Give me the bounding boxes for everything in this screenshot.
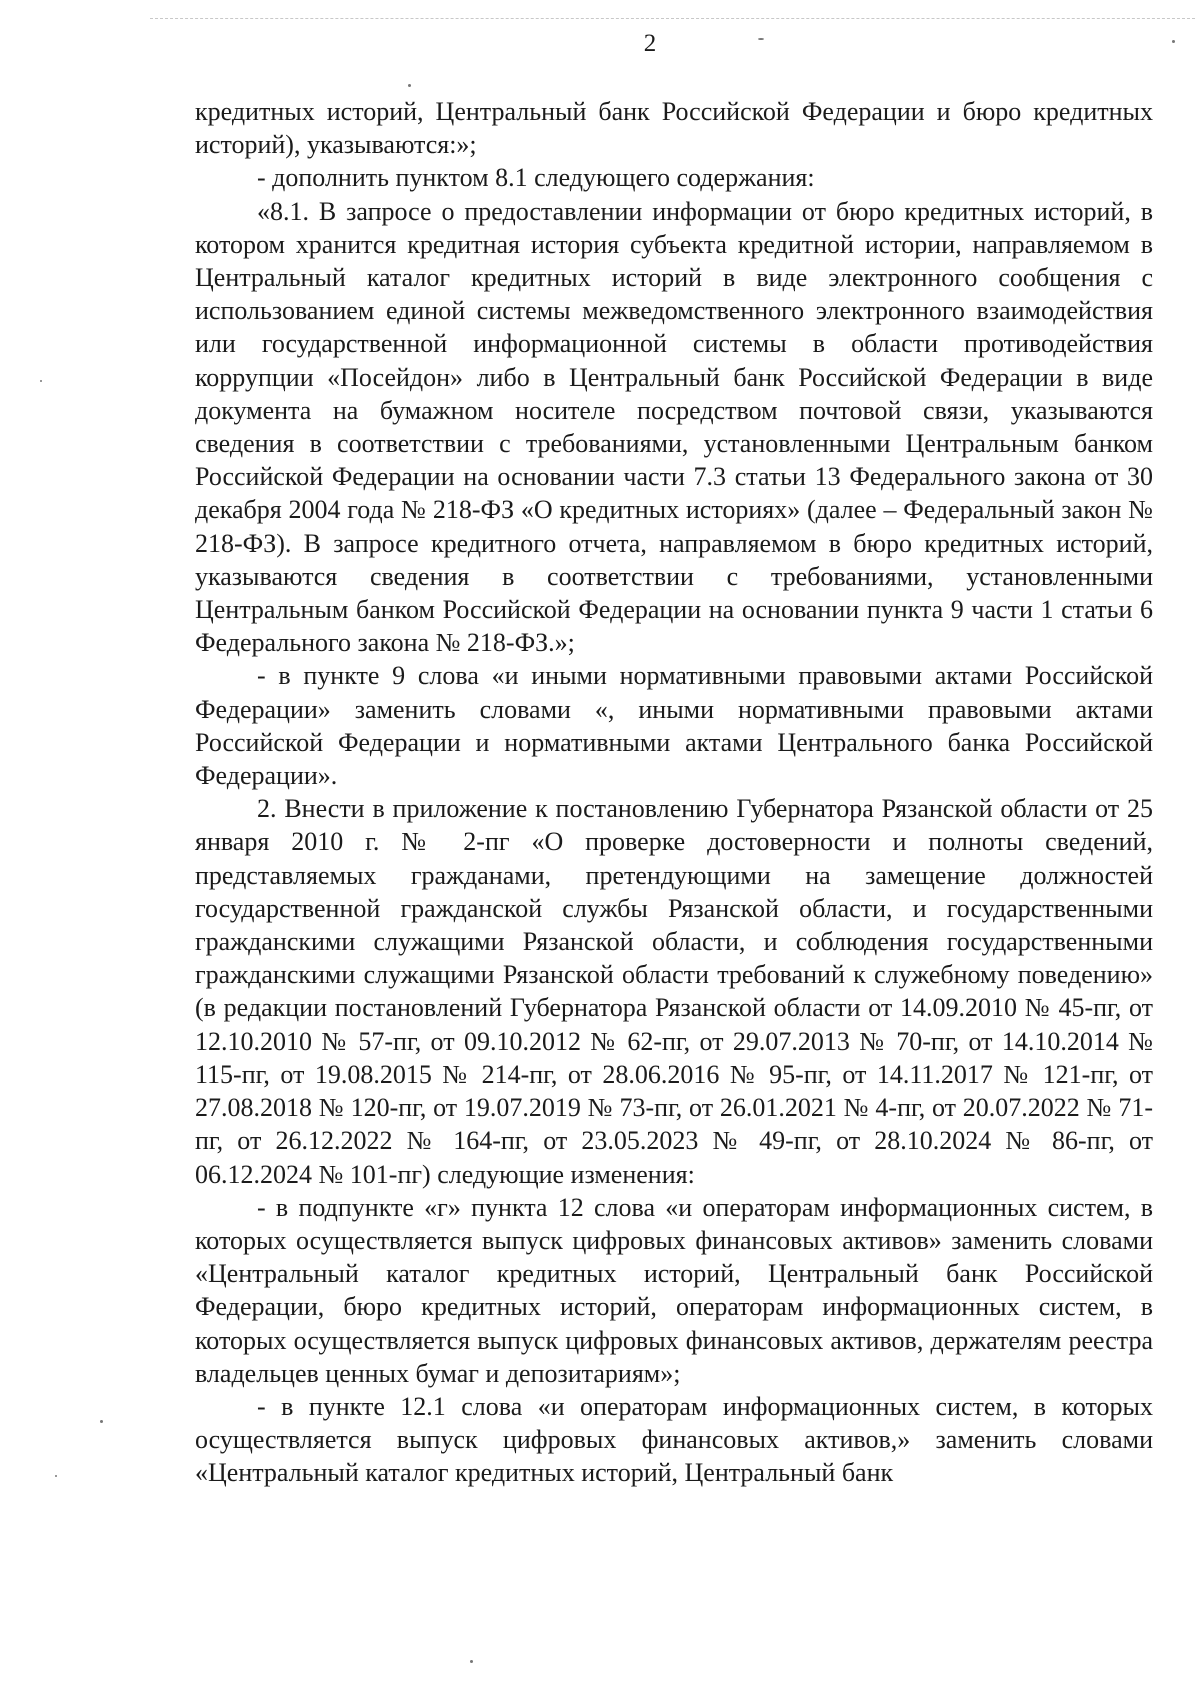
scan-speck [55, 1475, 57, 1477]
scan-speck [408, 84, 411, 87]
page-number: 2 [643, 30, 657, 57]
scan-speck [470, 1660, 473, 1663]
paragraph-item-12-1: - в пункте 12.1 слова «и операторам информационных систем, в которых осуществляется выпуск цифровых финансовых активов,» заменить словами «Центральный каталог кредитных историй, Центральный банк [195, 1391, 1153, 1488]
scan-edge-line [150, 18, 1195, 19]
scan-speck [40, 380, 42, 382]
scan-speck [100, 1420, 103, 1423]
scan-speck [758, 38, 764, 40]
document-body [195, 95, 1153, 1490]
paragraph-section-2: 2. Внести в приложение к постановлению Губернатора Рязанской области от 25 января 2010 г. № 2-пг «О проверке достоверности и полноты сведений, представляемых гражданами, претендующими на замещение должностей государственной гражданской службы Рязанской области, и государственными гражданскими служащими Рязанской области, и соблюдения государственными гражданскими служащими Рязанской области требований к служебному поведению» (в редакции постановлений Губернатора Рязанской области от 14.09.2010 № 45-пг, от 12.10.2010 № 57-пг, от 09.10.2012 № 62-пг, от 29.07.2013 № 70-пг, от 14.10.2014 № 115-пг, от 19.08.2015 № 214-пг, от 28.06.2016 № 95-пг, от 14.11.2017 № 121-пг, от 27.08.2018 № 120-пг, от 19.07.2019 № 73-пг, от 26.01.2021 № 4-пг, от 20.07.2022 № 71-пг, от 26.12.2022 № 164-пг, от 23.05.2023 № 49-пг, от 28.10.2024 № 86-пг, от 06.12.2024 № 101-пг) следующие изменения: [195, 794, 1153, 1189]
paragraph-continuation: кредитных историй, Центральный банк Российской Федерации и бюро кредитных историй), указываются:»; [195, 97, 1153, 160]
paragraph-item-9-change: - в пункте 9 слова «и иными нормативными правовыми актами Российской Федерации» заменить словами «, иными нормативными правовыми актами Российской Федерации и нормативными актами Центрального банка Российской Федерации». [195, 661, 1153, 791]
paragraph-add-item-8-1: - дополнить пунктом 8.1 следующего содержания: [257, 163, 815, 193]
paragraph-subitem-g-item-12: - в подпункте «г» пункта 12 слова «и операторам информационных систем, в которых осуществляется выпуск цифровых финансовых активов» заменить словами «Центральный каталог кредитных историй, Центральный банк Российской Федерации, бюро кредитных историй, операторам информационных систем, в которых осуществляется выпуск цифровых финансовых активов, держателям реестра владельцев ценных бумаг и депозитариям»; [195, 1192, 1153, 1388]
scan-speck [1172, 40, 1175, 43]
paragraph-item-8-1-text: «8.1. В запросе о предоставлении информации от бюро кредитных историй, в котором хранится кредитная история субъекта кредитной истории, направляемом в Центральный каталог кредитных историй в виде электронного сообщения с использованием единой системы межведомственного электронного взаимодействия или государственной информационной системы в области противодействия коррупции «Посейдон» либо в Центральный банк Российской Федерации в виде документа на бумажном носителе посредством почтовой связи, указываются сведения в соответствии с требованиями, установленными Центральным банком Российской Федерации на основании части 7.3 статьи 13 Федерального закона от 30 декабря 2004 года № 218-ФЗ «О кредитных историях» (далее – Федеральный закон № 218-ФЗ). В запросе кредитного отчета, направляемом в бюро кредитных историй, указываются сведения в соответствии с требованиями, установленными Центральным банком Российской Федерации на основании пункта 9 части 1 статьи 6 Федерального закона № 218-ФЗ.»; [195, 196, 1153, 658]
